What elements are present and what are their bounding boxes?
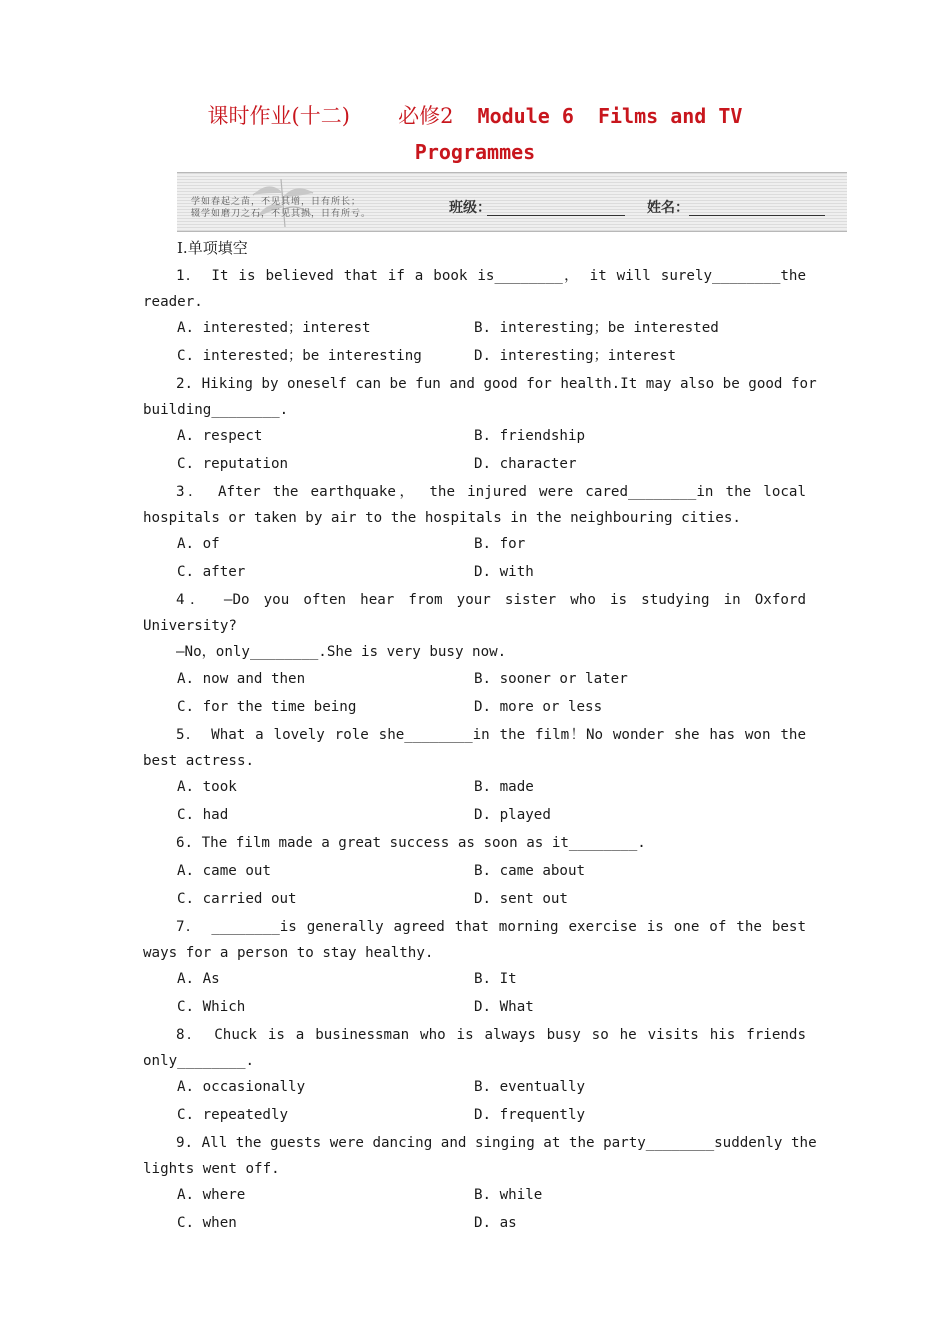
- option-c[interactable]: C. repeatedly: [177, 1107, 289, 1123]
- option-a[interactable]: A. respect: [177, 428, 263, 444]
- stem-line: 7． ________is generally agreed that morning exercise is one of the best: [176, 919, 806, 935]
- stem-line: 3． After the earthquake， the injured were cared________in the local: [176, 484, 806, 500]
- stem-line: building________.: [143, 402, 289, 418]
- option-a[interactable]: A. As: [177, 971, 220, 987]
- option-b[interactable]: B. interesting；be interested: [474, 320, 719, 336]
- name-blank[interactable]: [689, 215, 825, 216]
- question-2-stem: [143, 371, 817, 423]
- option-d[interactable]: D. character: [474, 456, 577, 472]
- option-d[interactable]: D. played: [474, 807, 551, 823]
- question-4-stem: [143, 587, 806, 665]
- stem-line: 8． Chuck is a businessman who is always busy so he visits his friends: [176, 1027, 806, 1043]
- stem-line: only________.: [143, 1053, 255, 1069]
- motto-line-1: 学如春起之苗，不见其增，日有所长；: [191, 197, 362, 207]
- stem-line: University?: [143, 618, 237, 634]
- option-c[interactable]: C. after: [177, 564, 246, 580]
- option-c[interactable]: C. when: [177, 1215, 237, 1231]
- option-d[interactable]: D. with: [474, 564, 534, 580]
- option-c[interactable]: C. reputation: [177, 456, 289, 472]
- option-a[interactable]: A. now and then: [177, 671, 306, 687]
- header-banner: [177, 172, 847, 232]
- name-label: 姓名：: [647, 200, 689, 216]
- title-book: 必修2: [398, 104, 454, 128]
- option-a[interactable]: A. came out: [177, 863, 271, 879]
- class-label: 班级：: [449, 200, 491, 216]
- question-6-stem: [143, 830, 806, 856]
- page-title: [143, 98, 807, 134]
- option-b[interactable]: B. friendship: [474, 428, 586, 444]
- option-a[interactable]: A. occasionally: [177, 1079, 306, 1095]
- option-b[interactable]: B. for: [474, 536, 526, 552]
- stem-line: best actress.: [143, 753, 255, 769]
- option-b[interactable]: B. while: [474, 1187, 543, 1203]
- stem-line: 9. All the guests were dancing and singing at the party________suddenly the: [176, 1135, 817, 1151]
- option-c[interactable]: C. had: [177, 807, 229, 823]
- question-5-stem: [143, 722, 806, 774]
- option-d[interactable]: D. as: [474, 1215, 517, 1231]
- stem-line: reader.: [143, 294, 203, 310]
- question-3-stem: [143, 479, 806, 531]
- option-d[interactable]: D. sent out: [474, 891, 568, 907]
- option-d[interactable]: D. interesting；interest: [474, 348, 677, 364]
- stem-line: 2. Hiking by oneself can be fun and good for health.It may also be good for: [176, 376, 817, 392]
- title-module: Module 6: [477, 104, 574, 128]
- stem-line: 6. The film made a great success as soon as it________.: [176, 835, 646, 851]
- option-d[interactable]: D. frequently: [474, 1107, 586, 1123]
- title-cn: 课时作业(十二): [207, 104, 350, 128]
- option-a[interactable]: A. took: [177, 779, 237, 795]
- question-7-stem: [143, 914, 806, 966]
- option-c[interactable]: C. Which: [177, 999, 246, 1015]
- question-9-stem: [143, 1130, 817, 1182]
- option-c[interactable]: C. interested；be interesting: [177, 348, 422, 364]
- stem-line: —No，only________.She is very busy now.: [176, 644, 507, 660]
- question-1-stem: [143, 263, 806, 315]
- option-d[interactable]: D. more or less: [474, 699, 603, 715]
- option-a[interactable]: A. of: [177, 536, 220, 552]
- stem-line: 1． It is believed that if a book is________， it will surely________the: [176, 268, 806, 284]
- stem-line: 5． What a lovely role she________in the film！No wonder she has won the: [176, 727, 806, 743]
- stem-line: ways for a person to stay healthy.: [143, 945, 434, 961]
- option-b[interactable]: B. sooner or later: [474, 671, 628, 687]
- title-topic: Films and TV: [597, 104, 743, 128]
- stem-line: hospitals or taken by air to the hospitals in the neighbouring cities.: [143, 510, 741, 526]
- option-b[interactable]: B. eventually: [474, 1079, 586, 1095]
- title-topic-cont: Programmes: [414, 140, 536, 164]
- motto-line-2: 辍学如磨刀之石，不见其损，日有所亏。: [191, 209, 372, 219]
- stem-line: 4． —Do you often hear from your sister who is studying in Oxford: [176, 592, 806, 608]
- page-title-line2: [143, 134, 807, 170]
- class-blank[interactable]: [487, 215, 625, 216]
- section-title: Ⅰ.单项填空: [177, 239, 248, 257]
- option-c[interactable]: C. for the time being: [177, 699, 357, 715]
- option-a[interactable]: A. interested；interest: [177, 320, 371, 336]
- option-d[interactable]: D. What: [474, 999, 534, 1015]
- option-b[interactable]: B. made: [474, 779, 534, 795]
- question-8-stem: [143, 1022, 806, 1074]
- stem-line: lights went off.: [143, 1161, 280, 1177]
- option-a[interactable]: A. where: [177, 1187, 246, 1203]
- option-b[interactable]: B. It: [474, 971, 517, 987]
- option-c[interactable]: C. carried out: [177, 891, 297, 907]
- option-b[interactable]: B. came about: [474, 863, 586, 879]
